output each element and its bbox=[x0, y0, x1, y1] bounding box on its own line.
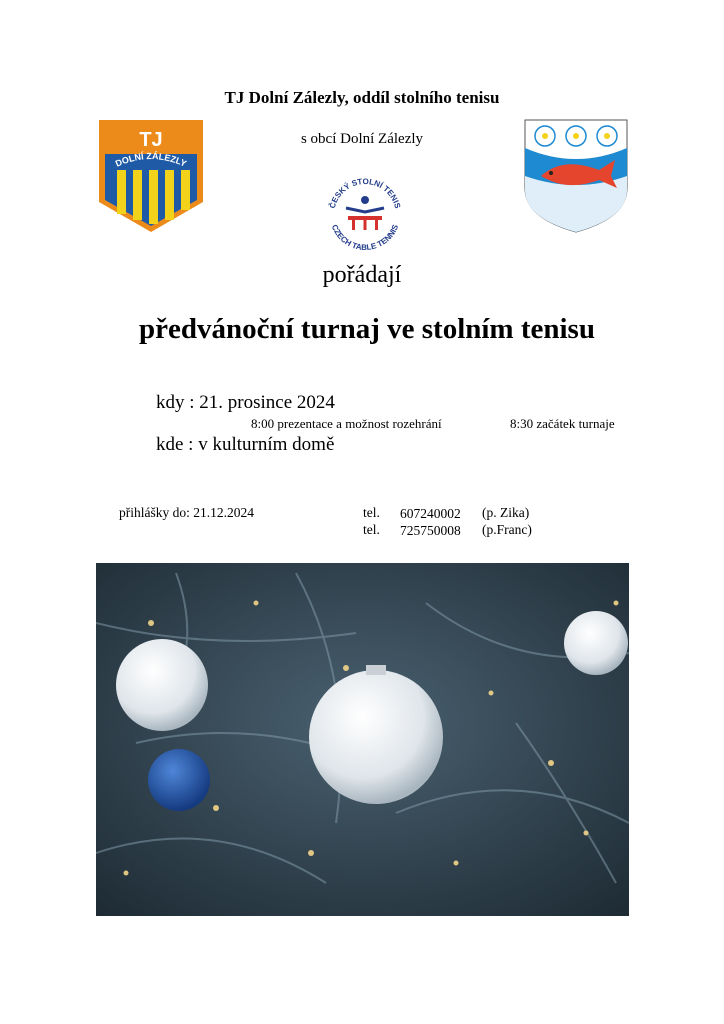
crest-top-text: TJ bbox=[139, 129, 163, 151]
presentation-time: 8:00 prezentace a možnost rozehrání bbox=[251, 416, 442, 431]
registration-label: přihlášky do: bbox=[119, 505, 190, 520]
logo-ring-top-text: ČESKÝ STOLNÍ TENIS bbox=[327, 176, 403, 210]
crest-band-text: DOLNÍ ZÁLEZLY bbox=[113, 150, 189, 169]
phone-number: 607240002 bbox=[400, 506, 461, 521]
phone-number: 725750008 bbox=[400, 523, 461, 538]
co-organizer-line: s obcí Dolní Zálezly bbox=[300, 131, 424, 147]
start-time: 8:30 začátek turnaje bbox=[510, 416, 615, 431]
tel-label: tel. bbox=[363, 505, 380, 520]
contact-name: (p. Zika) bbox=[482, 505, 530, 520]
when-line bbox=[156, 392, 335, 414]
municipal-coat-of-arms-icon bbox=[523, 118, 629, 234]
when-label: kdy : bbox=[156, 392, 195, 413]
where-label: kde : bbox=[156, 434, 194, 455]
where-line bbox=[156, 434, 334, 456]
registration-deadline bbox=[119, 505, 254, 521]
organize-text: pořádají bbox=[322, 262, 402, 288]
tel-label: tel. bbox=[363, 522, 380, 537]
where-value: v kulturním domě bbox=[198, 434, 335, 455]
when-value: 21. prosince 2024 bbox=[199, 392, 335, 413]
logo-ring-bottom-text: CZECH TABLE TENNIS bbox=[329, 223, 401, 253]
czech-table-tennis-logo-icon bbox=[322, 172, 408, 258]
registration-date: 21.12.2024 bbox=[193, 505, 254, 520]
contact-name: (p.Franc) bbox=[482, 522, 532, 537]
christmas-tree-ornaments-photo bbox=[96, 563, 629, 916]
event-title: předvánoční turnaj ve stolním tenisu bbox=[139, 313, 595, 345]
page-title: TJ Dolní Zálezly, oddíl stolního tenisu bbox=[224, 88, 500, 107]
svg-text:ČESKÝ STOLNÍ TENIS bbox=[328, 177, 403, 210]
